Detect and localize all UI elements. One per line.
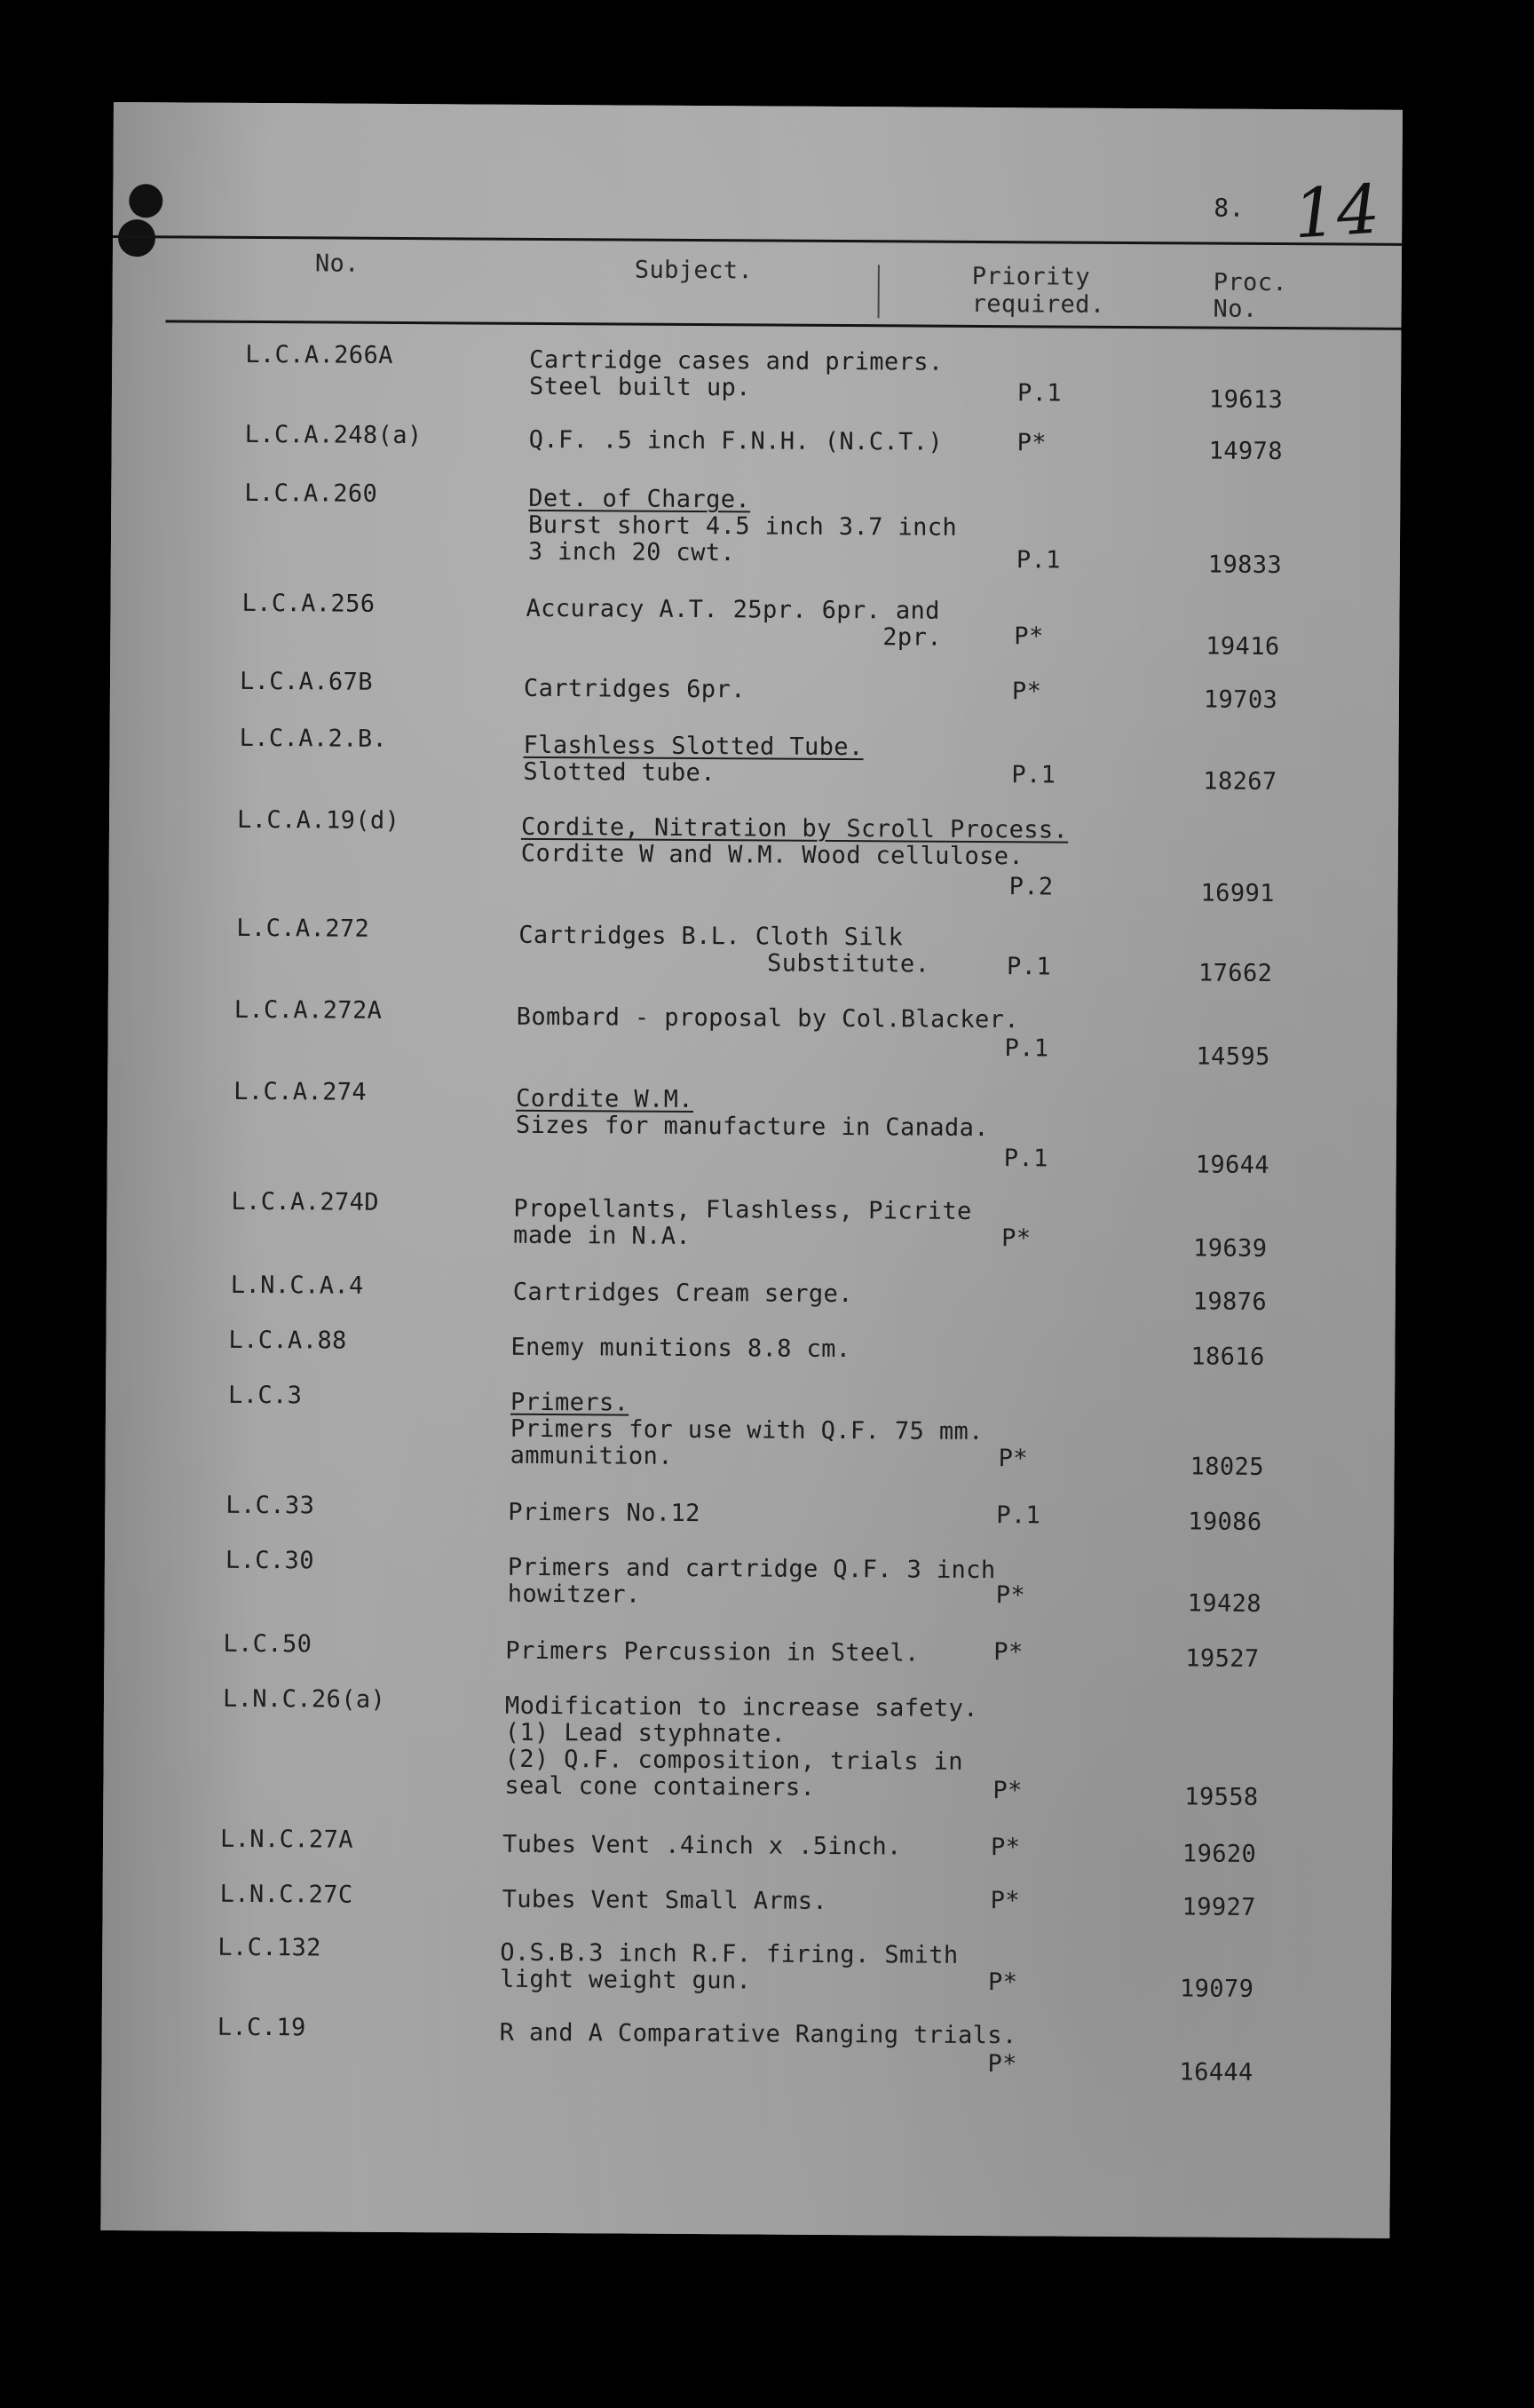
entry-no: L.C.A.248(a) xyxy=(244,420,423,450)
top-rule xyxy=(113,235,1402,246)
entry-subject-line: Cartridges 6pr. xyxy=(523,674,746,704)
entry-no: L.C.A.260 xyxy=(244,479,378,508)
entry-proc-no: 19876 xyxy=(1192,1287,1268,1316)
entry-proc-no: 19416 xyxy=(1206,632,1280,661)
entry-subject-line: Cartridge cases and primers. xyxy=(529,345,944,376)
entry-priority: P.1 xyxy=(1016,379,1063,408)
entry-priority: P* xyxy=(1014,622,1044,651)
entry-priority: P.2 xyxy=(1008,873,1054,901)
entry-subject-line: 2pr. xyxy=(882,623,943,652)
entry-proc-no: 18267 xyxy=(1203,767,1277,796)
entry-no: L.C.A.274D xyxy=(231,1187,380,1216)
entry-subject-line: seal cone containers. xyxy=(504,1771,816,1802)
entry-priority: P.1 xyxy=(1006,953,1052,981)
entry-no: L.C.A.88 xyxy=(228,1326,347,1355)
entry-proc-no: 19527 xyxy=(1185,1644,1260,1673)
entry-no: L.C.A.274 xyxy=(233,1077,368,1106)
entry-no: L.C.33 xyxy=(225,1491,315,1520)
entry-priority: P.1 xyxy=(1011,761,1056,789)
entry-subject-line: Steel built up. xyxy=(528,372,751,402)
entry-no: L.N.C.27A xyxy=(219,1825,354,1854)
entry-proc-no: 19613 xyxy=(1208,385,1284,415)
entry-subject-line: howitzer. xyxy=(507,1580,641,1609)
entry-subject-line: Enemy munitions 8.8 cm. xyxy=(510,1333,851,1364)
entry-subject-line: Primers for use with Q.F. 75 mm. xyxy=(510,1414,984,1446)
entry-subject-line: ammunition. xyxy=(510,1441,674,1470)
entry-no: L.C.3 xyxy=(228,1381,303,1410)
entry-proc-no: 19558 xyxy=(1184,1783,1259,1811)
entry-no: L.C.A.19(d) xyxy=(236,805,400,835)
entry-proc-no: 19086 xyxy=(1188,1508,1262,1536)
entry-subject-line: Q.F. .5 inch F.N.H. (N.C.T.) xyxy=(528,425,944,456)
entry-subject-line: (1) Lead styphnate. xyxy=(504,1718,787,1748)
entry-proc-no: 16991 xyxy=(1200,879,1275,908)
entry-no: L.C.50 xyxy=(223,1629,312,1659)
entry-proc-no: 18616 xyxy=(1190,1343,1265,1371)
entry-proc-no: 19833 xyxy=(1207,551,1283,580)
entry-proc-no: 17662 xyxy=(1198,959,1273,987)
entry-subject-line: Propellants, Flashless, Picrite xyxy=(513,1194,972,1225)
column-header-priority-line1: Priority xyxy=(971,262,1091,291)
entry-subject-line: Burst short 4.5 inch 3.7 inch xyxy=(528,511,958,542)
entry-proc-no: 18025 xyxy=(1190,1453,1265,1481)
punch-hole-mark xyxy=(129,184,162,218)
entry-subject-line: Substitute. xyxy=(766,949,930,978)
entry-priority: P.1 xyxy=(1016,546,1061,574)
entry-no: L.C.132 xyxy=(217,1933,321,1962)
entry-subject-line: Slotted tube. xyxy=(523,757,716,788)
entry-subject-line: Primers No.12 xyxy=(508,1498,700,1528)
entry-subject-heading: Primers. xyxy=(510,1388,629,1417)
entry-priority: P* xyxy=(990,1834,1021,1862)
entry-subject-line: made in N.A. xyxy=(513,1221,692,1250)
entry-subject-line: Accuracy A.T. 25pr. 6pr. and xyxy=(526,594,940,625)
entry-no: L.C.A.266A xyxy=(245,340,393,369)
entry-priority: P.1 xyxy=(1003,1145,1048,1173)
entry-subject-line: Cordite W and W.M. Wood cellulose. xyxy=(520,839,1024,871)
entry-priority: P.1 xyxy=(996,1501,1041,1530)
column-header-proc-line1: Proc. xyxy=(1213,268,1288,297)
entry-no: L.C.A.2.B. xyxy=(239,724,388,753)
entry-priority: P* xyxy=(992,1777,1023,1805)
entry-priority: P* xyxy=(987,1968,1018,1997)
entry-subject-line: Primers Percussion in Steel. xyxy=(505,1636,920,1667)
entry-priority: P* xyxy=(993,1638,1024,1667)
entry-priority: P* xyxy=(1001,1224,1032,1253)
column-header-no: No. xyxy=(314,250,360,278)
column-header-proc-line2: No. xyxy=(1213,295,1258,323)
entry-proc-no: 19703 xyxy=(1203,685,1278,715)
entry-no: L.C.A.272 xyxy=(236,914,370,943)
entry-no: L.C.19 xyxy=(217,2013,306,2042)
entry-proc-no: 19927 xyxy=(1182,1893,1256,1921)
entry-no: L.C.A.67B xyxy=(239,667,374,696)
entry-subject-heading: Cordite, Nitration by Scroll Process. xyxy=(520,812,1069,844)
entry-subject-heading: Flashless Slotted Tube. xyxy=(523,731,864,762)
entry-subject-line: Cartridges Cream serge. xyxy=(512,1278,853,1309)
entry-subject-line: light weight gun. xyxy=(499,1965,752,1995)
entry-subject-line: O.S.B.3 inch R.F. firing. Smith xyxy=(500,1938,959,1969)
entry-priority: P* xyxy=(990,1887,1021,1915)
entry-priority: P* xyxy=(1016,429,1048,457)
entry-priority: P* xyxy=(987,2050,1017,2079)
column-header-priority-line2: required. xyxy=(971,289,1105,319)
entry-proc-no: 19079 xyxy=(1179,1975,1254,2003)
entry-subject-line: Sizes for manufacture in Canada. xyxy=(515,1111,990,1143)
entry-proc-no: 19639 xyxy=(1193,1234,1268,1263)
entry-subject-line: Modification to increase safety. xyxy=(504,1691,979,1723)
entry-proc-no: 14978 xyxy=(1208,437,1283,466)
entry-no: L.N.C.A.4 xyxy=(230,1271,364,1300)
entry-priority: P* xyxy=(998,1445,1029,1473)
entry-no: L.C.A.272A xyxy=(233,995,383,1025)
entry-priority: P* xyxy=(1011,677,1042,706)
entry-no: L.C.A.256 xyxy=(241,589,376,618)
entry-no: L.C.30 xyxy=(225,1546,315,1575)
entry-proc-no: 19644 xyxy=(1195,1151,1270,1179)
handwritten-page-number: 14 xyxy=(1291,169,1382,254)
entry-subject-line: Primers and cartridge Q.F. 3 inch xyxy=(507,1553,996,1585)
entry-subject-line: (2) Q.F. composition, trials in xyxy=(504,1745,964,1776)
column-divider xyxy=(878,265,880,318)
entry-proc-no: 16444 xyxy=(1179,2058,1253,2087)
entry-no: L.N.C.27C xyxy=(219,1880,353,1909)
page-number: 8. xyxy=(1214,193,1245,223)
entry-subject-line: Tubes Vent .4inch x .5inch. xyxy=(502,1830,902,1861)
entry-subject-heading: Det. of Charge. xyxy=(528,484,751,514)
entry-subject-line: 3 inch 20 cwt. xyxy=(527,537,736,567)
entry-no: L.N.C.26(a) xyxy=(222,1684,386,1714)
entry-proc-no: 19620 xyxy=(1182,1840,1257,1868)
entry-proc-no: 14595 xyxy=(1196,1042,1270,1071)
entry-subject-line: Tubes Vent Small Arms. xyxy=(502,1885,828,1915)
entry-subject-line: Bombard - proposal by Col.Blacker. xyxy=(516,1002,1020,1034)
document-page xyxy=(100,102,1403,2238)
entry-proc-no: 19428 xyxy=(1187,1589,1262,1618)
entry-priority: P.1 xyxy=(1004,1034,1049,1063)
entry-priority: P* xyxy=(995,1581,1026,1610)
entry-subject-heading: Cordite W.M. xyxy=(516,1084,694,1114)
entry-subject-line: Cartridges B.L. Cloth Silk xyxy=(518,921,904,952)
column-header-subject: Subject. xyxy=(634,256,754,285)
entry-subject-line: R and A Comparative Ranging trials. xyxy=(499,2018,1017,2050)
